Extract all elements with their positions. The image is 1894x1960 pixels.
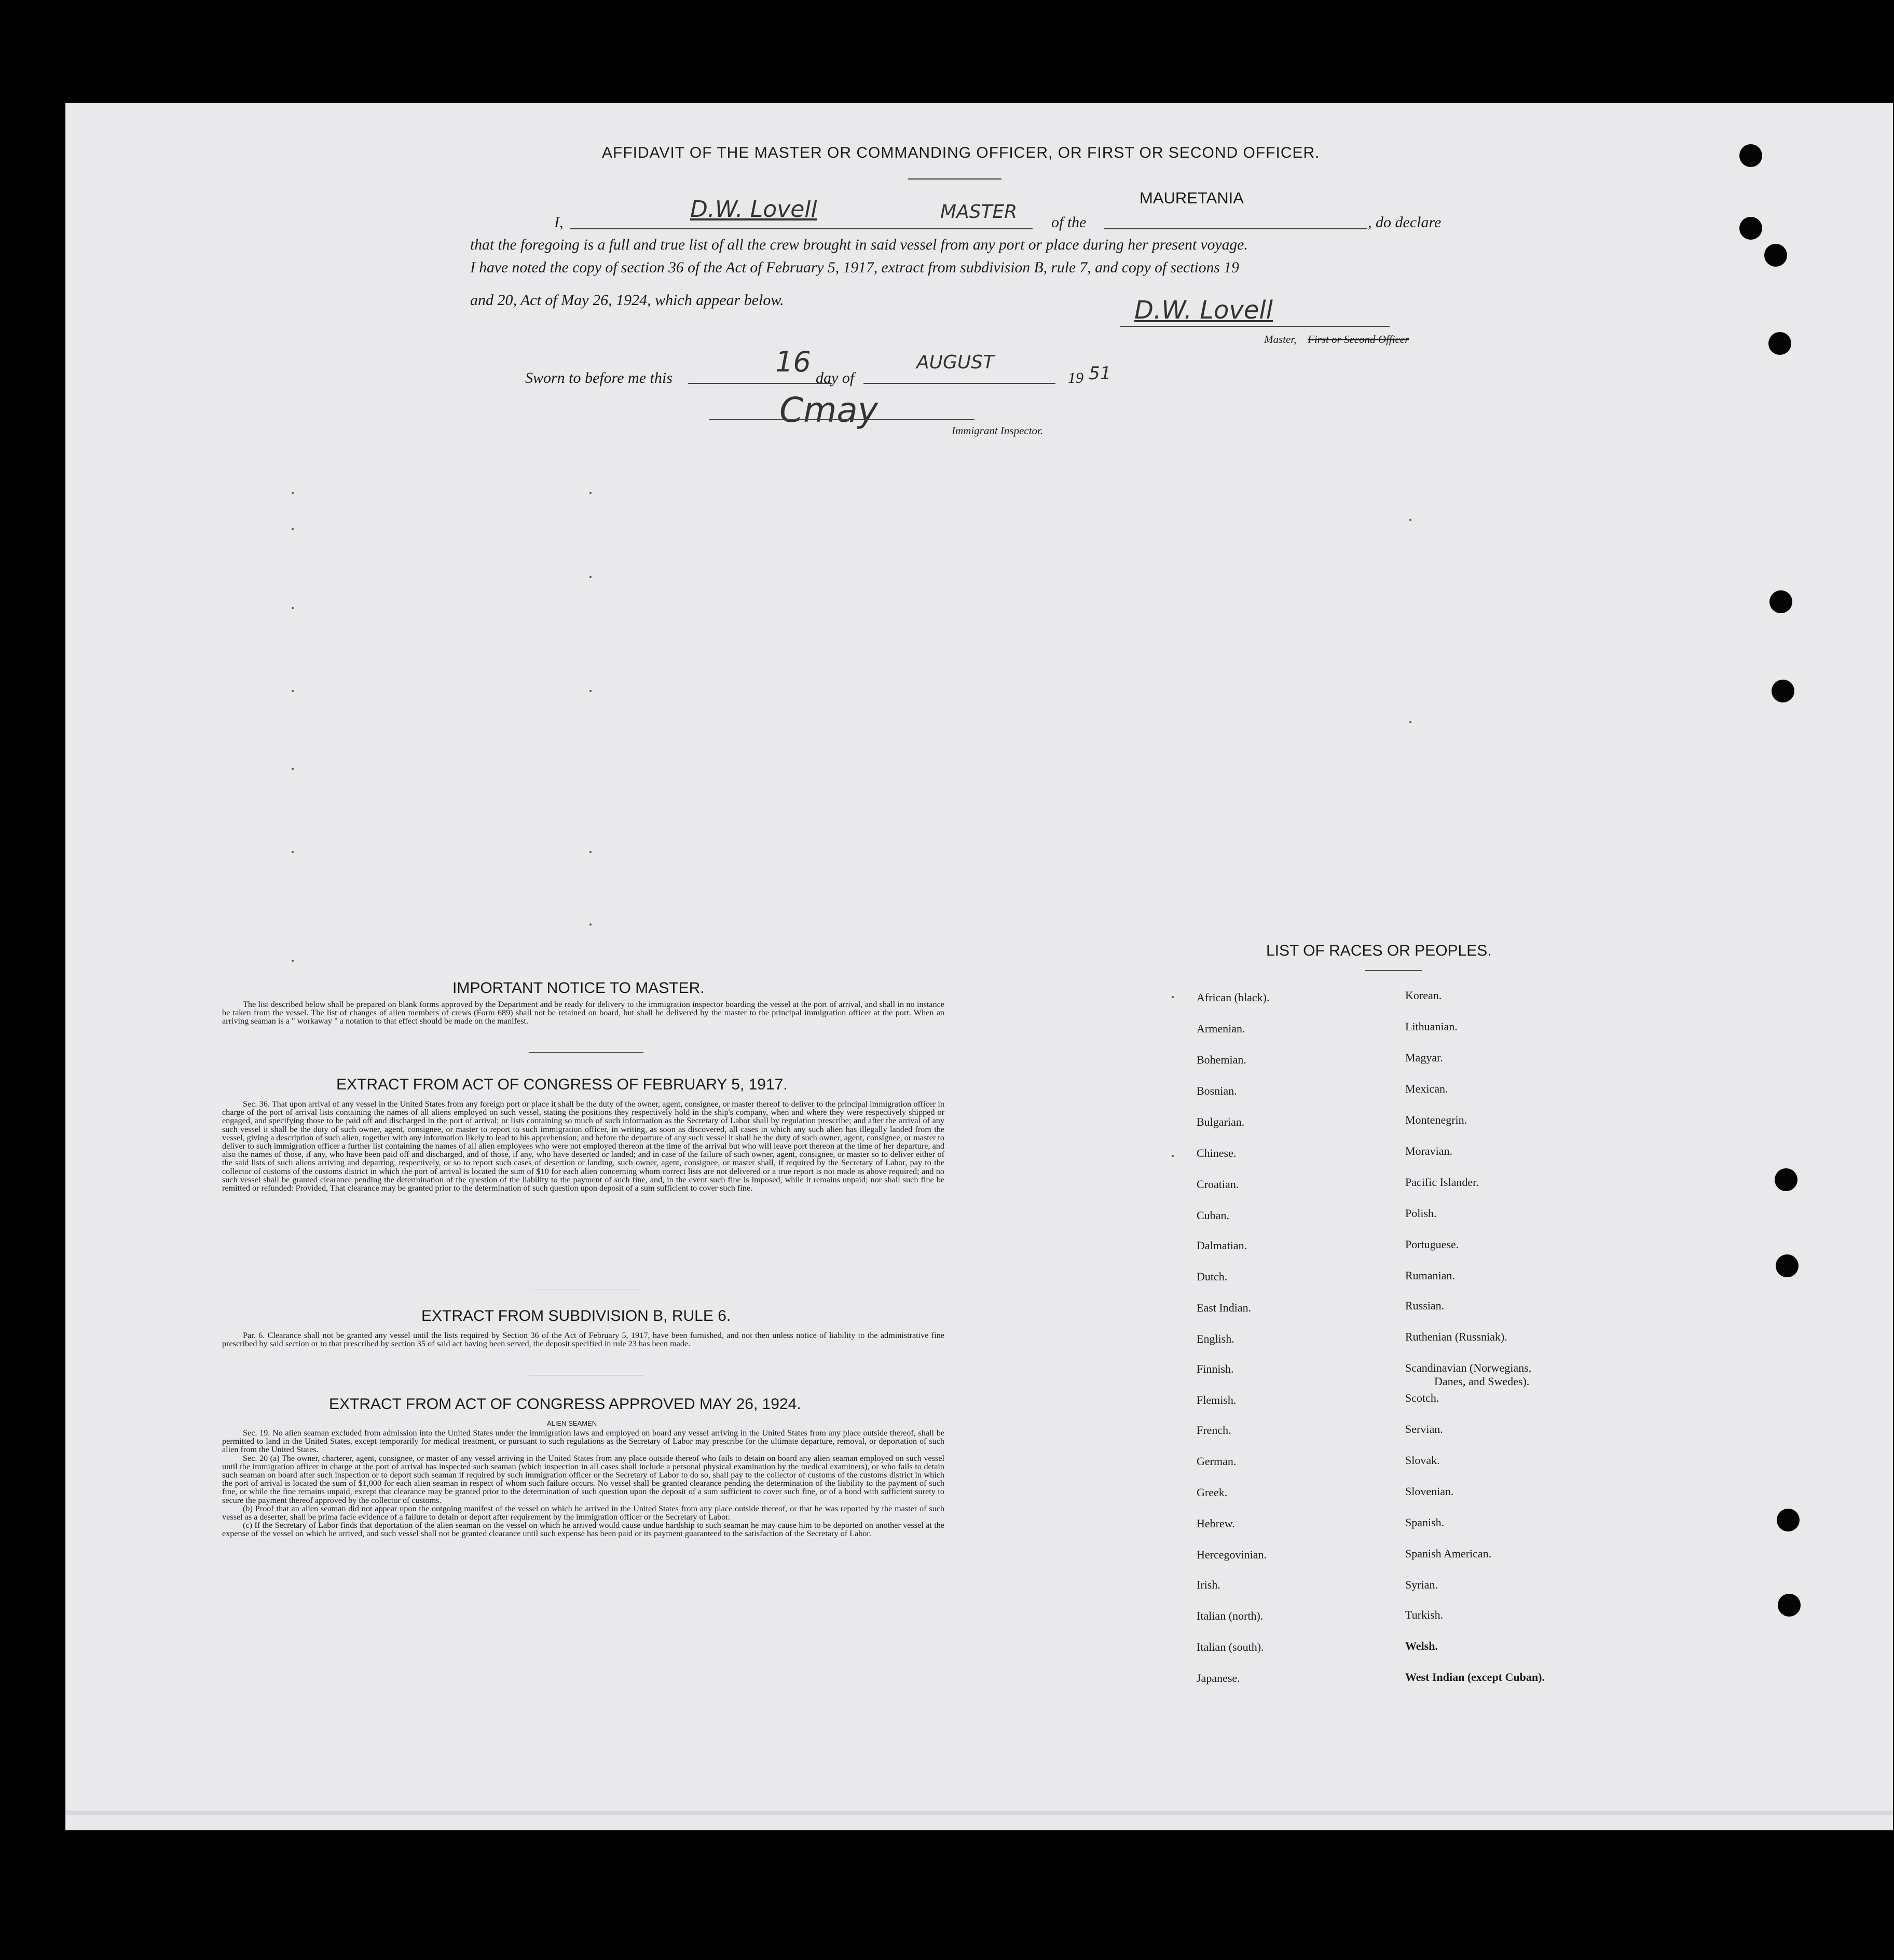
alien-seamen-subtitle: ALIEN SEAMEN: [547, 1419, 597, 1427]
sworn-day: 16: [775, 346, 811, 378]
race-left: Greek.: [1197, 1486, 1228, 1499]
extract-1924-text: [222, 1429, 944, 1538]
year-prefix: 19: [1068, 369, 1083, 387]
punch-hole: [1739, 144, 1762, 167]
affidavit-line-4: and 20, Act of May 26, 1924, which appear below.: [470, 292, 784, 309]
race-left: Hebrew.: [1197, 1517, 1235, 1530]
notice-paragraph: The list described below shall be prepared on blank forms approved by the Department and be ready for delivery to the immigration inspector boarding the vessel at the port of arrival, and shall in no instance be taken from the vessel. The list of changes of alien members of crews (Form 689) shall not be retained on board, but shall be delivered by the master to the principal immigration officer at the port. When an arriving seaman is a " workaway " a notation to that effect should be made on the manifest.: [222, 1000, 944, 1026]
sec19-paragraph: Sec. 19. No alien seaman excluded from admission into the United States under the immigration laws and employed on board any vessel arriving in the United States from any place outside thereof, shall be permitted to land in the United States, except temporarily for medical treatment, or pursuant to such regulations as the Secretary of Labor may prescribe for the ultimate departure, removal, or deportation of such alien from the United States.: [222, 1428, 944, 1455]
race-left: Irish.: [1197, 1578, 1220, 1591]
sec20b-paragraph: (b) Proof that an alien seaman did not appear upon the outgoing manifest of the vessel on which he arrived in the United States from any place outside thereof, or that he was reported by the master of such vessel as a deserter, shall be prima facie evidence of a failure to detain or deport after requirement by the immigration officer or the Secretary of Labor.: [222, 1503, 944, 1522]
race-right: West Indian (except Cuban).: [1405, 1671, 1545, 1683]
race-right: Scandinavian (Norwegians,: [1405, 1361, 1532, 1374]
affidavit-line-3: I have noted the copy of section 36 of the Act of February 5, 1917, extract from subdivision B, rule 7, and copy of sections 19: [470, 259, 1239, 276]
race-right: Slovak.: [1405, 1454, 1440, 1467]
sworn-label: Sworn to before me this: [525, 369, 672, 387]
extract-1917-text: [222, 1100, 944, 1192]
name-line: [570, 228, 1033, 229]
race-left: African (black).: [1197, 991, 1270, 1004]
punch-hole: [1769, 590, 1792, 613]
bleed-dot: [589, 492, 592, 494]
race-right: Slovenian.: [1405, 1485, 1454, 1498]
master-signature-name: D.W. Lovell: [690, 196, 817, 223]
bleed-dot: [1409, 519, 1411, 521]
master-caption: Master,: [1264, 333, 1297, 346]
affidavit-line-2: that the foregoing is a full and true list of all the crew brought in said vessel from any port or place during her present voyage.: [470, 237, 1248, 253]
race-left: Italian (north).: [1197, 1609, 1264, 1622]
races-title-rule: [1365, 970, 1422, 971]
master-signature: D.W. Lovell: [1134, 296, 1273, 325]
race-left: East Indian.: [1197, 1301, 1252, 1314]
race-right: Scotch.: [1405, 1391, 1439, 1404]
day-of-label: day of: [816, 369, 855, 387]
race-right: Welsh.: [1405, 1639, 1438, 1652]
extract-rule6-text: [222, 1331, 944, 1348]
bleed-dot: [292, 851, 294, 853]
sheet-edge: [65, 1811, 1893, 1815]
race-right: Rumanian.: [1405, 1269, 1455, 1282]
race-right: Turkish.: [1405, 1608, 1444, 1621]
sworn-month-line: [863, 383, 1055, 384]
bleed-dot: [589, 576, 592, 578]
race-right: Syrian.: [1405, 1578, 1438, 1591]
race-left: Hercegovinian.: [1197, 1548, 1267, 1561]
notice-text: [222, 1000, 944, 1026]
race-right: Pacific Islander.: [1405, 1176, 1479, 1189]
bleed-dot: [292, 960, 294, 962]
race-left: Bosnian.: [1197, 1084, 1237, 1097]
notice-title: IMPORTANT NOTICE TO MASTER.: [452, 979, 705, 997]
race-left: Italian (south).: [1197, 1640, 1264, 1653]
inspector-caption: Immigrant Inspector.: [952, 424, 1044, 437]
bleed-dot: [589, 923, 592, 926]
title-rule: [908, 178, 1001, 180]
race-right: Servian.: [1405, 1423, 1443, 1436]
race-right-continuation: Danes, and Swedes).: [1434, 1375, 1530, 1388]
sec20a-paragraph: Sec. 20 (a) The owner, charterer, agent, consignee, or master of any vessel arriving in the United States from any place outside thereof who fails to detain on board any alien seaman employed on such vessel until the immigration officer in charge at the port of arrival has inspected such seaman (which inspection in all cases shall include a personal physical examination by the medical examiners), or who fails to detain such seaman on board after such inspection or to deport such seaman if required by such immigration officer or the Secretary of Labor to do so, shall pay to the collector of customs of the customs district in which the port of arrival is located the sum of $1,000 for each alien seaman in respect of whom such failure occurs. No vessel shall be granted clearance pending the determination of the liability to the payment of such fine, or while the fine remains unpaid, except that clearance may be granted prior to the determination of such question upon the deposit of a sum sufficient to cover such fine, or of a bond with sufficient surety to secure the payment thereof approved by the collector of customs.: [222, 1453, 944, 1505]
punch-hole: [1777, 1509, 1800, 1531]
race-left: Dalmatian.: [1197, 1239, 1247, 1252]
race-left: Croatian.: [1197, 1178, 1239, 1191]
race-left: Bohemian.: [1197, 1053, 1246, 1066]
bleed-dot: [292, 690, 294, 692]
race-left: English.: [1197, 1332, 1234, 1345]
race-right: Mexican.: [1405, 1082, 1448, 1095]
bleed-dot: [292, 768, 294, 770]
race-right: Korean.: [1405, 989, 1442, 1002]
extract-1917-title: EXTRACT FROM ACT OF CONGRESS OF FEBRUARY 5, 1917.: [336, 1076, 788, 1093]
punch-hole: [1739, 217, 1762, 240]
punch-hole: [1775, 1168, 1797, 1191]
bleed-dot: [589, 851, 592, 853]
race-left: Bulgarian.: [1197, 1115, 1245, 1128]
race-right: Spanish American.: [1405, 1547, 1492, 1560]
race-right: Montenegrin.: [1405, 1113, 1467, 1126]
inspector-signature: Cmay: [779, 390, 878, 430]
race-right: Spanish.: [1405, 1516, 1445, 1529]
inspector-line: [709, 419, 975, 420]
extract-rule6-title: EXTRACT FROM SUBDIVISION B, RULE 6.: [421, 1307, 731, 1324]
race-right: Russian.: [1405, 1299, 1445, 1312]
extract-1924-title: EXTRACT FROM ACT OF CONGRESS APPROVED MAY 26, 1924.: [329, 1396, 801, 1413]
i-label: I,: [554, 214, 564, 231]
race-right: Portuguese.: [1405, 1238, 1459, 1251]
sec20c-paragraph: (c) If the Secretary of Labor finds that deportation of the alien seaman on the vessel on which he arrived would cause undue hardship to such seaman he may cause him to be deported on another vessel at the expense of the vessel on which he arrived, and such vessel shall not be granted clearance until such expense has been paid or its payment guaranteed to the satisfaction of the Secretary of Labor.: [222, 1521, 944, 1539]
punch-hole: [1776, 1254, 1799, 1277]
race-right: Lithuanian.: [1405, 1020, 1458, 1033]
punch-hole: [1772, 680, 1794, 702]
do-declare-label: , do declare: [1368, 214, 1442, 231]
races-title: LIST OF RACES OR PEOPLES.: [1266, 942, 1492, 959]
vessel-line: [1104, 228, 1367, 229]
race-left: Japanese.: [1197, 1672, 1240, 1685]
race-left: Armenian.: [1197, 1022, 1245, 1035]
punch-hole: [1778, 1594, 1801, 1617]
of-the-label: of the: [1051, 214, 1087, 231]
sworn-month: AUGUST: [916, 352, 995, 373]
race-left: German.: [1197, 1455, 1237, 1468]
section-rule: [529, 1052, 643, 1053]
bleed-dot: [1409, 721, 1411, 723]
bleed-dot: [292, 607, 294, 609]
bleed-dot: [589, 690, 592, 692]
sworn-day-line: [688, 383, 832, 384]
race-left: Chinese.: [1197, 1147, 1237, 1160]
par6-paragraph: Par. 6. Clearance shall not be granted any vessel until the lists required by Section 36 of the Act of February 5, 1917, have been furnished, and not then unless notice of liability to the administrative fine prescribed by said section or to that prescribed by section 35 of said act having been served, the deposit specified in rule 23 has been made.: [222, 1331, 944, 1349]
race-left: French.: [1197, 1424, 1231, 1437]
affidavit-title: AFFIDAVIT OF THE MASTER OR COMMANDING OFFICER, OR FIRST OR SECOND OFFICER.: [602, 144, 1320, 161]
race-right: Moravian.: [1405, 1144, 1453, 1157]
sec36-paragraph: Sec. 36. That upon arrival of any vessel in the United States from any foreign port or place it shall be the duty of the owner, agent, consignee, or master thereof to deliver to the principal immigration officer in charge of the port of arrival lists containing the names of all aliens employed on such vessel, stating the positions they respectively hold in the ship's company, when and where they were respectively shipped or engaged, and specifying those to be paid off and discharged in the port of arrival; or lists containing so much of such information as the Secretary of Labor shall by regulation prescribe; and after the arrival of any such vessel it shall be the duty of such owner, agent, consignee, or master to report to such immigration officer, in writing, as soon as discovered, all cases in which any such alien has illegally landed from the vessel, giving a description of such alien, together with any information likely to lead to his apprehension; and before the departure of any such vessel it shall be the duty of such owner, agent, consignee, or master to deliver to such immigration officer a further list containing the names of all alien employees who were not employed thereon at the time of the arrival but who will leave port thereon at the time of her departure, and also the names of those, if any, who have been paid off and discharged, and of those, if any, who have deserted or landed; and in case of the failure of such owner, agent, consignee, or master so to deliver either of the said lists of such aliens arriving and departing, respectively, or so to report such cases of desertion or landing, such owner, agent, consignee, or master shall, if required by the Secretary of Labor, pay to the collector of customs of the customs district in which the port of arrival is located the sum of $10 for each alien concerning whom correct lists are not delivered or a true report is not made as above required; and no such vessel shall be granted clearance pending the determination of the question of the liability to the payment of such fine, and, in the event such fine is imposed, while it remains unpaid; nor shall such fine be remitted or refunded: Provided, That clearance may be granted prior to the determination of such question upon deposit of a sum sufficient to cover such fine.: [222, 1099, 944, 1193]
punch-hole: [1768, 332, 1791, 355]
punch-hole: [1764, 244, 1787, 267]
master-rank: MASTER: [940, 201, 1018, 223]
race-right: Ruthenian (Russniak).: [1405, 1330, 1507, 1343]
struck-officer-caption: First or Second Officer: [1308, 333, 1409, 346]
race-left: Dutch.: [1197, 1270, 1228, 1283]
bleed-dot: [1172, 1155, 1174, 1157]
race-right: Polish.: [1405, 1207, 1437, 1220]
race-right: Magyar.: [1405, 1051, 1443, 1064]
race-left: Cuban.: [1197, 1209, 1229, 1222]
master-signature-line: [1120, 326, 1390, 327]
year-suffix: 51: [1089, 363, 1111, 384]
bleed-dot: [292, 528, 294, 530]
race-left: Flemish.: [1197, 1393, 1237, 1406]
race-left: Finnish.: [1197, 1362, 1234, 1375]
bleed-dot: [292, 492, 294, 494]
vessel-name: MAURETANIA: [1140, 189, 1244, 207]
bleed-dot: [1172, 996, 1174, 998]
